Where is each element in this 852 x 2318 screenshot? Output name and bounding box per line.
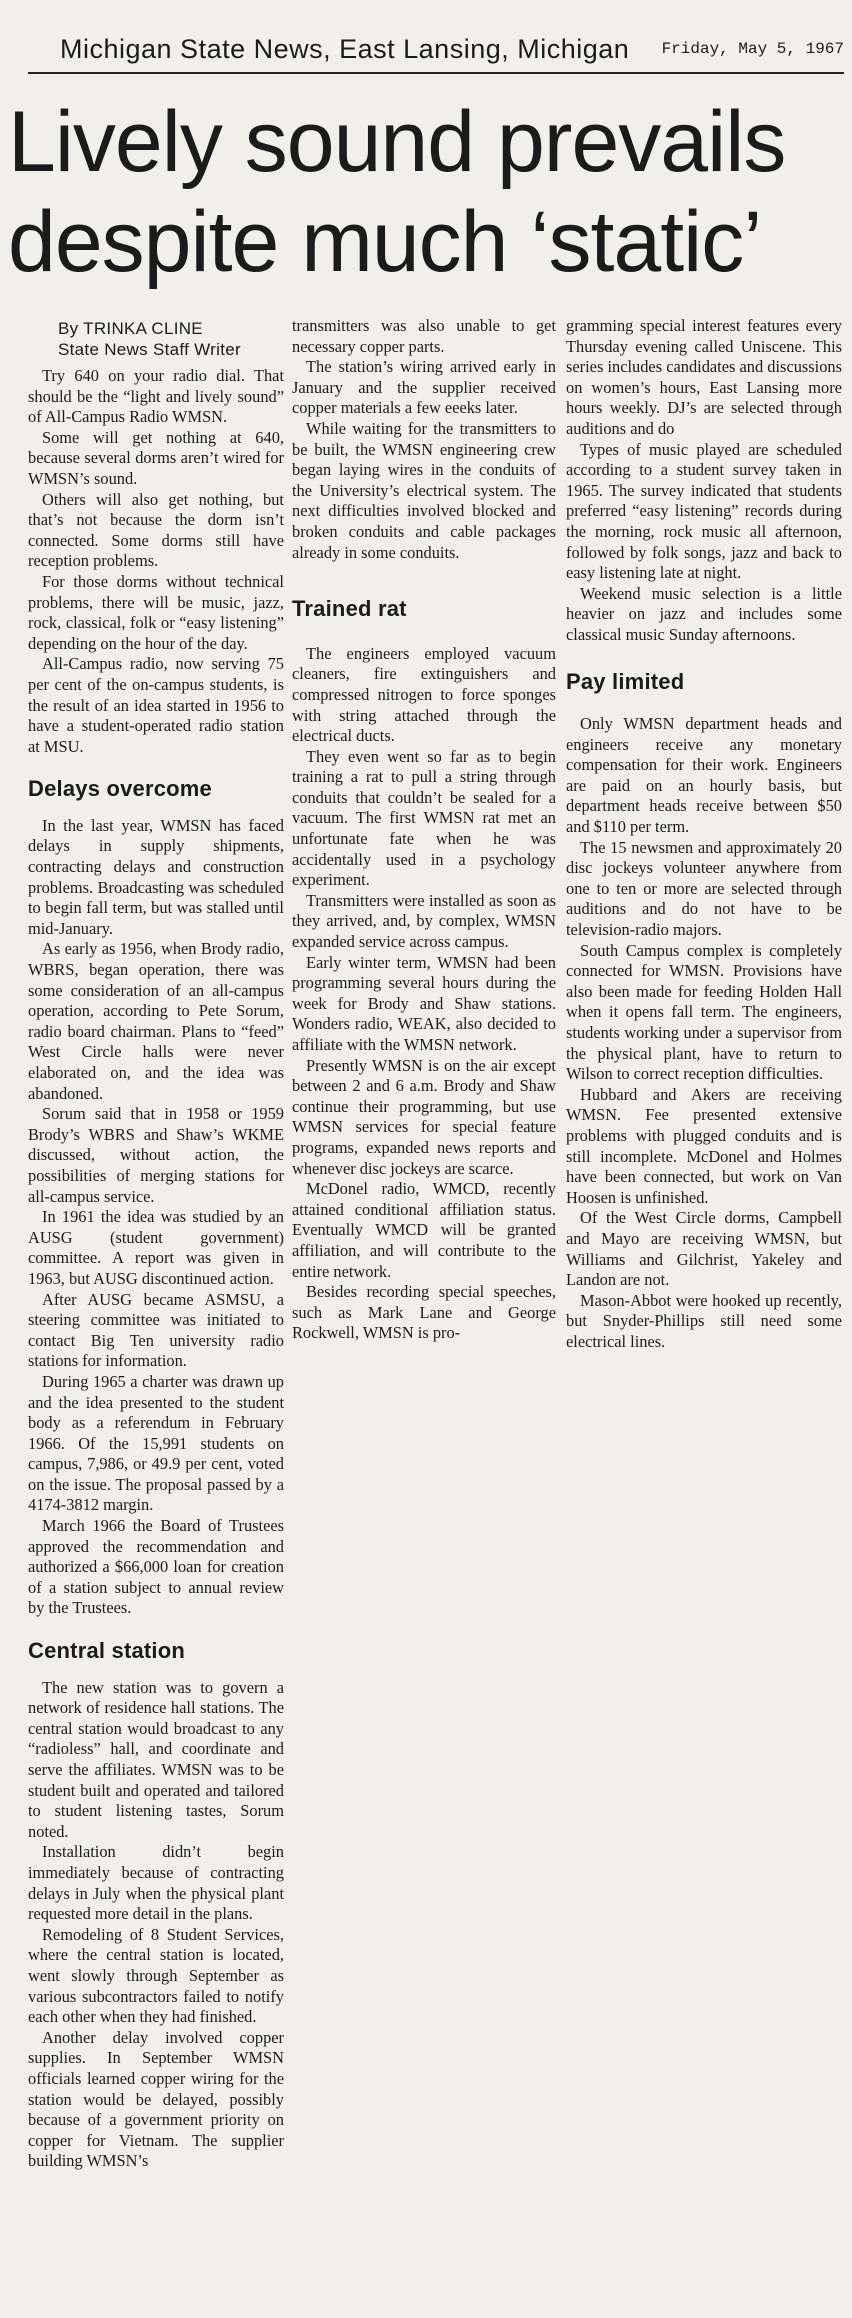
paragraph: During 1965 a charter was drawn up and the idea presented to the student body as a referendum in February 1966. Of the 15,991 students on campus, 7,986, or 49.9 per cent, voted on the issue. The proposal passed by a 4174-3812 margin. [28,1371,284,1515]
paragraph: As early as 1956, when Brody radio, WBRS, began operation, there was some consideration of an all-campus operation, according to Pete Sorum, radio board chairman. Plans to “feed” West Circle halls were never elaborated on, and the idea was abandoned. [28,939,284,1103]
paragraph: Hubbard and Akers are receiving WMSN. Fee presented extensive problems with plugged conduits and is still incomplete. McDonel and Holmes have been connected, but work on Van Hoosen is unfinished. [566,1084,842,1207]
paragraph: Installation didn’t begin immediately because of contracting delays in July when the physical plant requested more detail in the plans. [28,1842,284,1924]
paragraph: Sorum said that in 1958 or 1959 Brody’s WBRS and Shaw’s WKME discussed, without action, the possibilities of merging stations for all-campus service. [28,1104,284,1206]
paragraph: For those dorms without technical problems, there will be music, jazz, rock, classical, folk or “easy listening” depending on the hour of the day. [28,571,284,653]
byline-author: By TRINKA CLINE [58,319,203,338]
column-1 [28,318,284,2172]
paragraph: The station’s wiring arrived early in January and the supplier received copper materials a few eeeks later. [292,357,556,418]
paragraph: transmitters was also unable to get necessary copper parts. [292,316,556,356]
paragraph: They even went so far as to begin training a rat to pull a string through conduits that couldn’t be sealed for a vacuum. The first WMSN rat met an unfortunate fate when he was accidentally used in a psychology experiment. [292,746,556,890]
subheading-delays: Delays overcome [28,776,212,802]
paragraph: While waiting for the transmitters to be built, the WMSN engineering crew began laying wires in the conduits of the University’s electrical system. The next difficulties involved blocked and broken conduits and cable packages already in some conduits. [292,418,556,562]
headline [8,92,844,292]
paragraph: South Campus complex is completely connected for WMSN. Provisions have also been made for feeding Holden Hall when it opens fall term. The engineers, students working under a supervisor from the physical plant, have to return to Wilson to correct reception difficulties. [566,940,842,1084]
paragraph: March 1966 the Board of Trustees approved the recommendation and authorized a $66,000 loan for creation of a station subject to annual review by the Trustees. [28,1516,284,1618]
paragraph: In the last year, WMSN has faced delays in supply shipments, contracting delays and construction problems. Broadcasting was scheduled to begin fall term, but was stalled until mid-January. [28,815,284,938]
paragraph: Mason-Abbot were hooked up recently, but Snyder-Phillips still need some electrical lines. [566,1290,842,1351]
issue-date: Friday, May 5, 1967 [661,40,844,58]
paragraph: Another delay involved copper supplies. In September WMSN officials learned copper wiring for the station would be delayed, possibly because of a government priority on copper for Vietnam. The supplier building WMSN’s [28,2027,284,2171]
paragraph: Try 640 on your radio dial. That should be the “light and lively sound” of All-Campus Radio WMSN. [28,366,284,427]
paragraph: Others will also get nothing, but that’s not because the dorm isn’t connected. Some dorms still have reception problems. [28,489,284,571]
headline-line-2: despite much ‘static’ [8,194,762,290]
paragraph: Only WMSN department heads and engineers receive any monetary compensation for their work. Engineers are paid on an hourly basis, but department heads receive between $50 and $110 per term. [566,714,842,837]
paragraph: Besides recording special speeches, such as Mark Lane and George Rockwell, WMSN is pro- [292,1282,556,1343]
paragraph: In 1961 the idea was studied by an AUSG (student government) committee. A report was given in 1963, but AUSG discontinued action. [28,1207,284,1288]
paragraph: Types of music played are scheduled according to a student survey taken in 1965. The survey indicated that students preferred “easy listening” records during the morning, rock music all afternoon, followed by folk songs, jazz and back to easy listening late at night. [566,439,842,583]
paragraph: Presently WMSN is on the air except between 2 and 6 a.m. Brody and Shaw continue their programming, but use WMSN services for special feature programs, expanded news reports and whenever disc jockeys are scarce. [292,1055,556,1178]
headline-line-1: Lively sound prevails [8,94,786,190]
paragraph: Some will get nothing at 640, because several dorms aren’t wired for WMSN’s sound. [28,427,284,488]
paragraph: Transmitters were installed as soon as they arrived, and, by complex, WMSN expanded service across campus. [292,890,556,952]
masthead [28,32,844,74]
subheading-central-station: Central station [28,1638,186,1664]
paragraph: The engineers employed vacuum cleaners, fire extinguishers and compressed nitrogen to force sponges with string attached through the electrical ducts. [292,643,556,746]
paragraph: Weekend music selection is a little heavier on jazz and includes some classical music Sunday afternoons. [566,583,842,644]
paragraph: Early winter term, WMSN had been programming several hours during the week for Brody and Shaw stations. Wonders radio, WEAK, also decided to affiliate with the WMSN network. [292,952,556,1054]
paragraph: Remodeling of 8 Student Services, where the central station is located, went slowly through September as various subcontractors failed to notify each other when they had finished. [28,1924,284,2027]
byline-role: State News Staff Writer [58,340,241,359]
paragraph: The new station was to govern a network of residence hall stations. The central station would broadcast to any “radioless” hall, and coordinate and serve the affiliates. WMSN was to be student built and operated and tailored to student listening tastes, Sorum noted. [28,1677,284,1841]
paragraph: Of the West Circle dorms, Campbell and Mayo are receiving WMSN, but Williams and Gilchrist, Yakeley and Landon are not. [566,1208,842,1290]
publication-name: Michigan State News, East Lansing, Michigan [60,34,630,64]
column-3 [566,316,842,1353]
subheading-pay-limited: Pay limited [566,668,685,694]
paragraph: McDonel radio, WMCD, recently attained conditional affiliation status. Eventually WMCD will be granted affiliation, and will contribute to the entire network. [292,1179,556,1281]
column-2 [292,316,556,1344]
paragraph: The 15 newsmen and approximately 20 disc jockeys volunteer anywhere from one to ten or more are selected through auditions and do not have to be television-radio majors. [566,837,842,940]
paragraph: After AUSG became ASMSU, a steering committee was initiated to contact Big Ten university radio stations for information. [28,1289,284,1371]
paragraph: gramming special interest features every Thursday evening called Uniscene. This series includes candidates and discussions on women’s hours, East Lansing more hours weekly. DJ’s are selected through auditions and do [566,316,842,438]
subheading-trained-rat: Trained rat [292,596,407,622]
paragraph: All-Campus radio, now serving 75 per cent of the on-campus students, is the result of an idea started in 1956 to have a student-operated radio station at MSU. [28,654,284,756]
